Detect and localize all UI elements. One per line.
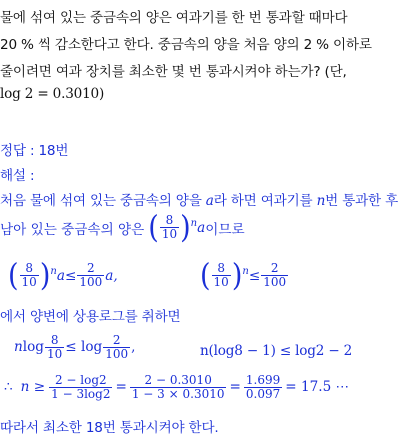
fraction-numerator: 2: [86, 261, 95, 276]
variable-a: a: [56, 267, 65, 284]
left-paren: (: [148, 209, 159, 246]
fraction-denominator: 100: [263, 275, 287, 289]
conclusion: 따라서 최소한 18번 통과시켜야 한다.: [0, 420, 219, 436]
exponent-n: n: [190, 218, 198, 229]
fraction-denominator: 10: [213, 275, 229, 289]
answer-label: 정답 : 18번: [0, 143, 69, 159]
explanation-line-2-text: 남아 있는 중금속의 양은: [0, 221, 145, 238]
fraction-8-over-10: [45, 334, 64, 360]
fraction-2-over-100: [103, 334, 130, 360]
fraction-numeric-expression: [130, 374, 227, 400]
fraction-numerator: 2 − 0.3010: [144, 373, 212, 387]
fraction-decimal: [244, 374, 282, 400]
fraction-denominator: 1 − 3 × 0.3010: [131, 386, 225, 401]
fraction-numerator: 2: [112, 333, 121, 347]
leq-log: ≤ log: [65, 339, 103, 356]
fraction-numerator: 8: [25, 261, 33, 276]
fraction-numerator: 2 − log2: [54, 373, 107, 387]
variable-n: n: [14, 339, 23, 356]
inequality-1: [8, 257, 118, 294]
log-inequality-1: [14, 334, 135, 360]
explanation-label: 해설 :: [0, 168, 35, 184]
therefore-symbol: ∴: [4, 379, 13, 396]
problem-line-3: 줄이려면 여과 장치를 최소한 몇 번 통과시켜야 하는가? (단,: [0, 64, 347, 80]
right-paren: ): [231, 257, 243, 294]
fraction-8-over-10: [160, 214, 179, 240]
fraction-numerator: 2: [270, 261, 279, 276]
log-inequality-2: n(log8 − 1) ≤ log2 − 2: [200, 343, 353, 359]
fraction-denominator: 100: [105, 346, 129, 361]
variable-a: a: [197, 219, 206, 236]
inequality-2: [200, 257, 289, 294]
fraction-numerator: 8: [165, 213, 174, 228]
explanation-line-1: [0, 189, 398, 209]
fraction-denominator: 0.097: [245, 386, 281, 401]
solve-for-n: [4, 374, 349, 400]
variable-n: n: [316, 193, 326, 209]
fraction-denominator: 100: [79, 275, 103, 289]
explanation-line-1-part-b: 라 하면 여과기를: [213, 193, 317, 209]
problem-line-4: log 2 = 0.3010): [0, 86, 105, 102]
comma: ,: [131, 339, 136, 356]
fraction-8-over-10: [212, 262, 231, 288]
explanation-line-1-part-c: 번 통과한 후: [325, 193, 399, 209]
leq-sign: ≤: [248, 267, 261, 284]
fraction-2-over-100: [77, 262, 104, 288]
left-paren: (: [200, 257, 211, 294]
fraction-2-over-100: [261, 262, 288, 288]
log-text: log: [22, 339, 44, 356]
result-value: = 17.5 ⋯: [285, 379, 350, 396]
equals-sign: =: [229, 379, 241, 396]
fraction-numerator: 8: [217, 261, 225, 276]
exponent-n: n: [242, 266, 249, 277]
explanation-line-1-part-a: 처음 물에 섞여 있는 중금속의 양을: [0, 193, 206, 209]
leq-sign: ≤: [64, 267, 77, 284]
right-paren: ): [39, 257, 51, 294]
fraction-log-expression: [49, 374, 112, 400]
fraction-8-over-10: [20, 262, 39, 288]
variable-a: a: [205, 193, 214, 209]
explanation-line-2: [0, 209, 245, 246]
fraction-numerator: 8: [50, 333, 59, 347]
fraction-denominator: 10: [21, 275, 37, 289]
fraction-numerator: 1.699: [245, 373, 281, 387]
variable-a-comma: a,: [105, 267, 118, 284]
explanation-log-intro: 에서 양변에 상용로그를 취하면: [0, 309, 181, 325]
exponent-n: n: [50, 266, 57, 277]
fraction-denominator: 10: [47, 346, 63, 361]
left-paren: (: [8, 257, 19, 294]
explanation-line-2-tail: 이므로: [205, 221, 245, 238]
n-geq: n ≥: [20, 379, 46, 396]
problem-line-2: 20 % 씩 감소한다고 한다. 중금속의 양을 처음 양의 2 % 이하로: [0, 37, 372, 53]
right-paren: ): [180, 209, 191, 246]
equals-sign: =: [115, 379, 127, 396]
problem-line-1: 물에 섞여 있는 중금속의 양은 여과기를 한 번 통과할 때마다: [0, 10, 348, 26]
fraction-denominator: 1 − 3log2: [51, 386, 111, 401]
fraction-denominator: 10: [161, 227, 178, 241]
